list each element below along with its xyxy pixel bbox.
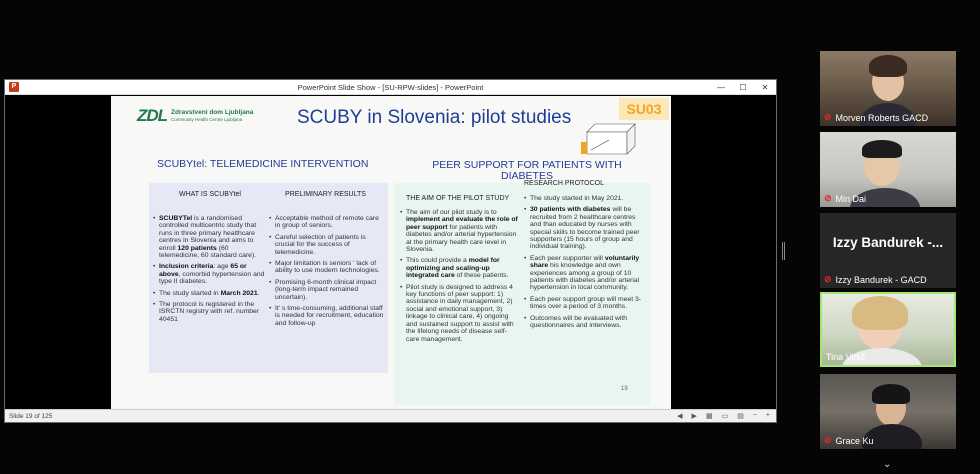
participant-name: Tina Virtič [826, 352, 866, 362]
bullet-text: The study started in [159, 289, 221, 297]
bullet-text: will be recruited from 2 healthcare centres and than educated by nurses with special skills to become trained peer supporters (15 hours of group and individual training). [530, 206, 640, 251]
right-heading-line1: PEER SUPPORT FOR PATIENTS WITH [432, 159, 622, 171]
left-col2-text [269, 215, 385, 331]
bullet-bold: model for optimizing and scaling-up integrated care [406, 257, 500, 280]
bullet-text: The protocol is registered in the ISRCTN registry with ref. number 40451 [159, 301, 260, 323]
participant-name: ⊘ Min Dai [824, 193, 867, 204]
bullet-bold: March 2021 [220, 289, 258, 297]
bullet-item: • Acceptable method of remote care in group of seniors. [269, 215, 385, 230]
bullet-item [153, 290, 267, 297]
bullet-text: his knowledge and own experiences among a group of 10 patients with diabetes and/or arterial hypertension in local community. [530, 262, 640, 292]
mute-icon: ⊘ [824, 435, 832, 445]
close-icon[interactable]: ✕ [761, 83, 769, 92]
participant-placeholder-name: Izzy Bandurek -... [832, 235, 944, 250]
participant-tile[interactable] [820, 132, 956, 207]
slide[interactable] [111, 96, 671, 410]
window-controls [710, 80, 776, 95]
bullet-text: is a randomised controlled multicentric study that runs in three primary healthcare centres in Slovenia and aims to enroll [159, 215, 257, 252]
right-heading-line2: DIABETES [501, 170, 553, 182]
bullet-bold: SCUBYTel [159, 215, 193, 222]
window-title: PowerPoint Slide Show - [SU-RPW-slides] - PowerPoint [297, 83, 484, 92]
bullet-item [524, 296, 648, 311]
bullet-item [524, 255, 648, 292]
mute-icon: ⊘ [824, 274, 832, 284]
bullet-bold: Inclusion criteria [159, 263, 214, 271]
bullet-text: : age [213, 263, 231, 271]
bullet-item [400, 257, 518, 279]
bullet-text: The study started in May 2021. [530, 195, 624, 202]
bullet-item [524, 206, 648, 250]
bullet-item [153, 301, 267, 323]
bullet-text: Outcomes will be evaluated with questionnaires and interviews. [530, 314, 628, 330]
box-illustration-icon [579, 120, 639, 158]
bullet-text: The aim of our pilot study is to [406, 209, 497, 216]
zoom-in-icon[interactable]: + [765, 412, 770, 419]
bullet-bold: voluntarily share [530, 254, 640, 270]
window-titlebar [5, 80, 776, 95]
participant-tile[interactable] [820, 374, 956, 449]
participant-name: ⊘ Morven Roberts GACD [824, 112, 929, 123]
slide-stage [5, 95, 776, 409]
status-bar [5, 409, 776, 422]
right-section-heading [427, 160, 627, 182]
right-col1-heading: THE AIM OF THE PILOT STUDY [406, 195, 510, 202]
grid-view-icon[interactable]: ▦ [705, 413, 713, 420]
bullet-text: of these patients. [454, 272, 509, 280]
bullet-text: This could provide a [406, 257, 469, 265]
present-icon[interactable]: ▤ [737, 413, 744, 420]
resize-handle[interactable] [782, 242, 785, 260]
bullet-item [524, 195, 648, 202]
next-icon[interactable]: ▶ [691, 413, 697, 420]
left-col2-heading: PRELIMINARY RESULTS [285, 191, 366, 198]
participant-tile[interactable] [820, 213, 956, 288]
bullet-bold: implement and evaluate the role of peer support [406, 216, 518, 231]
bullet-bold: 65 or above [159, 263, 247, 278]
right-col1-text [400, 209, 518, 347]
down-arrow-icon[interactable]: ⌄ [883, 459, 892, 470]
slide-counter: Slide 19 of 125 [9, 413, 53, 420]
right-col2-heading: RESEARCH PROTOCOL [524, 180, 604, 187]
section-badge: SU03 [619, 98, 669, 120]
slide-page-number: 19 [621, 386, 628, 392]
participant-name: ⊘ Izzy Bandurek - GACD [824, 274, 927, 285]
organization-logo [137, 106, 253, 126]
participant-tile-active-speaker[interactable] [820, 292, 956, 367]
logo-mark: ZDL [137, 106, 168, 125]
left-section-heading: SCUBYtel: TELEMEDICINE INTERVENTION [157, 158, 369, 170]
bullet-text: , comorbid hypertension and type II diabetes. [159, 270, 265, 286]
reading-view-icon[interactable]: ▭ [721, 413, 729, 420]
restore-icon[interactable]: ☐ [739, 83, 747, 92]
bullet-text: Pilot study is designed to address 4 key functions of peer support: 1) assistance in daily management, 2) social and emotional support, 3) linkage to clinical care, 4) ongoing and sustained support to assist with the lifelong needs of disease self-care management. [406, 283, 514, 343]
bullet-item [524, 315, 648, 330]
previous-icon[interactable]: ◀ [677, 413, 683, 420]
bullet-item [153, 215, 267, 259]
bullet-item: • Promising 6-month clinical impact (long-term impact remained uncertain). [269, 279, 385, 301]
bullet-item [400, 209, 518, 253]
powerpoint-app-icon: P [9, 82, 19, 92]
bullet-text: Each peer support group will meet 3-times over a period of 3 months. [530, 295, 642, 311]
powerpoint-window [4, 79, 777, 423]
peer-support-panel [394, 180, 650, 405]
bullet-text: . [257, 289, 260, 297]
bullet-item [153, 263, 267, 285]
status-icons [677, 412, 770, 420]
bullet-text: (60 telemedicine, 60 standard care). [159, 244, 257, 260]
zoom-out-icon[interactable]: − [752, 412, 757, 419]
right-col2-text [524, 195, 648, 334]
logo-line2: Community Health Centre Ljubljana [171, 117, 243, 122]
participant-tile[interactable] [820, 51, 956, 126]
bullet-item [400, 284, 518, 343]
left-col1-text [153, 215, 267, 327]
bullet-bold: 120 patients [177, 244, 217, 252]
left-col1-heading: WHAT IS SCUBYtel [179, 191, 241, 198]
mute-icon: ⊘ [824, 193, 832, 203]
participant-name: ⊘ Grace Ku [824, 435, 874, 446]
slide-title: SCUBY in Slovenia: pilot studies [297, 107, 572, 128]
bullet-bold: 30 patients with diabetes [530, 206, 611, 214]
minimize-icon[interactable]: — [717, 83, 725, 92]
bullet-item: • Major limitation is seniors ' lack of ability to use modern technologies. [269, 260, 385, 275]
bullet-item: • Careful selection of patients is crucial for the success of telemedicine. [269, 234, 385, 256]
bullet-text: Each peer supporter will [530, 254, 605, 262]
bullet-item: • It' s time-consuming, additional staff is needed for recruitment, education and follow-up [269, 305, 385, 327]
logo-line1: Zdravstveni dom Ljubljana [171, 109, 254, 116]
telemedicine-panel [149, 183, 388, 373]
bullet-text: for patients with diabetes and/or arterial hypertension at the primary health care level in Slovenia. [406, 223, 517, 254]
mute-icon: ⊘ [824, 112, 832, 122]
